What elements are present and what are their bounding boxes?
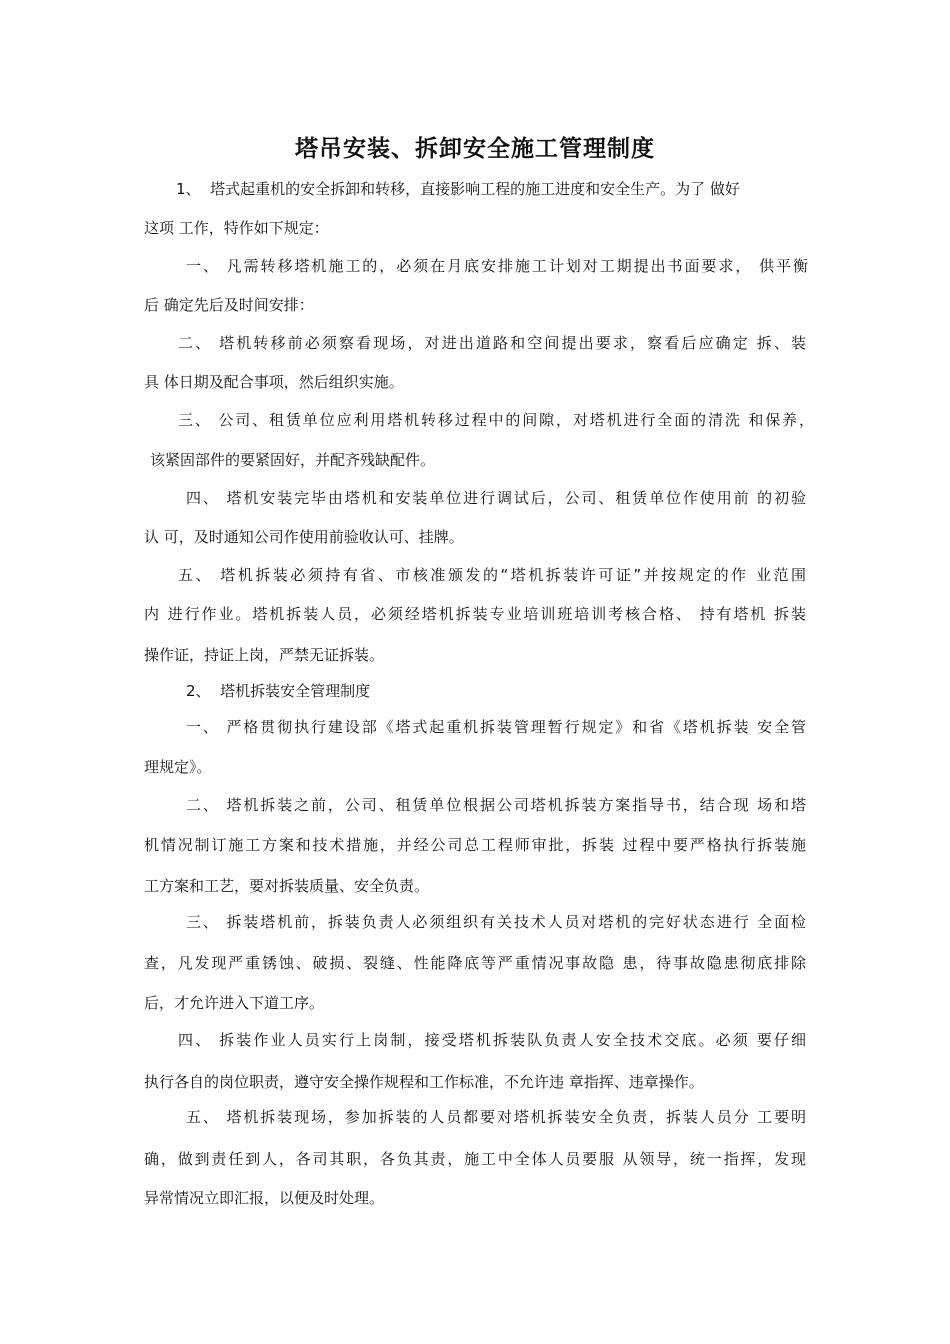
document-title: 塔吊安装、拆卸安全施工管理制度 xyxy=(295,136,655,162)
text-line: 工方案和工艺，要对拆装质量、安全负责。 xyxy=(144,877,430,895)
text-line: 查，凡发现严重锈蚀、破损、裂缝、性能降底等严重情况事故隐 患，待事故隐患彻底排除 xyxy=(144,954,806,972)
text-line: 一、 严格贯彻执行建设部《塔式起重机拆装管理暂行规定》和省《塔机拆装 安全管 xyxy=(186,718,806,736)
text-line: 这项 工作，特作如下规定： xyxy=(144,219,329,237)
text-line: 一、 凡需转移塔机施工的，必须在月底安排施工计划对工期提出书面要求， 供平衡 xyxy=(186,257,808,275)
text-line: 执行各自的岗位职责，遵守安全操作规程和工作标准，不允许违 章指挥、违章操作。 xyxy=(144,1073,704,1091)
text-line: 后，才允许进入下道工序。 xyxy=(144,994,325,1012)
text-line: 2、 塔机拆装安全管理制度 xyxy=(186,682,371,700)
text-line: 二、 塔机拆装之前，公司、租赁单位根据公司塔机拆装方案指导书，结合现 场和塔 xyxy=(186,796,806,814)
text-line: 四、 塔机安装完毕由塔机和安装单位进行调试后，公司、租赁单位作使用前 的初验 xyxy=(186,489,806,507)
text-line: 三、 拆装塔机前，拆装负责人必须组织有关技术人员对塔机的完好状态进行 全面检 xyxy=(186,913,806,931)
text-line: 理规定》。 xyxy=(144,758,212,776)
text-line: 二、 塔机转移前必须察看现场，对进出道路和空间提出要求，察看后应确定 拆、装 xyxy=(178,334,806,352)
text-line: 具 体日期及配合事项，然后组织实施。 xyxy=(144,373,404,391)
text-line: 机情况制订施工方案和技术措施，并经公司总工程师审批，拆装 过程中要严格执行拆装施 xyxy=(144,836,806,854)
text-line: 内 进行作业。塔机拆装人员，必须经塔机拆装专业培训班培训考核合格、 持有塔机 拆装 xyxy=(144,605,806,623)
text-line: 认 可，及时通知公司作使用前验收认可、挂牌。 xyxy=(144,528,464,546)
text-line: 操作证，持证上岗，严禁无证拆装。 xyxy=(144,646,385,664)
text-line: 异常情况立即汇报，以便及时处理。 xyxy=(144,1189,385,1207)
text-line: 四、 拆装作业人员实行上岗制，接受塔机拆装队负责人安全技术交底。必须 要仔细 xyxy=(178,1031,806,1049)
text-line: 后 确定先后及时间安排： xyxy=(144,296,314,314)
text-line: 确，做到责任到人，各司其职，各负其责，施工中全体人员要服 从领导，统一指挥，发现 xyxy=(144,1150,806,1168)
text-line: 该紧固部件的要紧固好，并配齐残缺配件。 xyxy=(150,451,436,469)
text-line: 三、 公司、租赁单位应利用塔机转移过程中的间隙，对塔机进行全面的清洗 和保养， xyxy=(178,411,814,429)
text-line: 五、 塔机拆装必须持有省、市核准颁发的“塔机拆装许可证”并按规定的作 业范围 xyxy=(178,566,806,584)
text-line: 1、 塔式起重机的安全拆卸和转移，直接影响工程的施工进度和安全生产。为了 做好 xyxy=(176,180,740,198)
text-line: 五、 塔机拆装现场，参加拆装的人员都要对塔机拆装安全负责，拆装人员分 工要明 xyxy=(186,1108,806,1126)
